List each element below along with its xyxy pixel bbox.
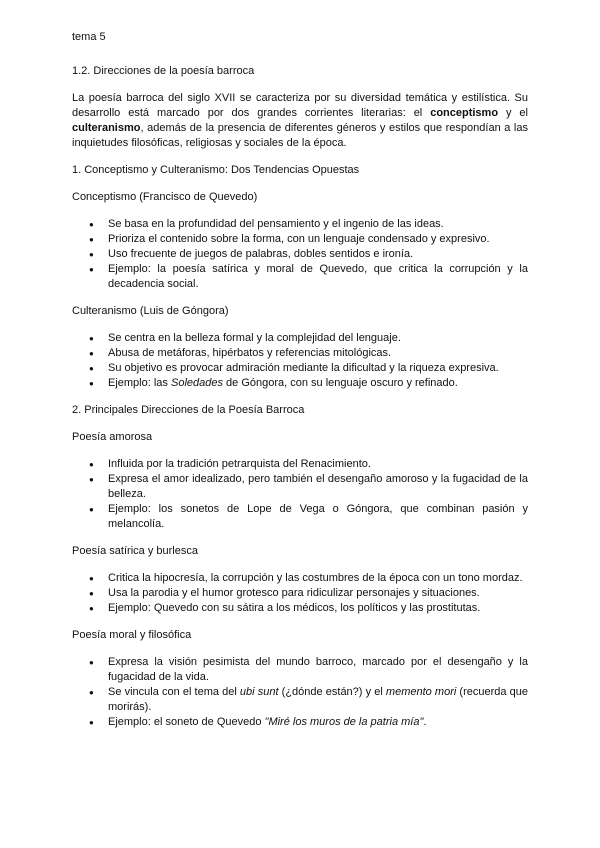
list-item: ● Ejemplo: Quevedo con su sátira a los médicos, los políticos y las prostitutas. <box>72 601 528 616</box>
intro-text-2: y el <box>498 107 528 119</box>
intro-bold-conceptismo: conceptismo <box>430 107 499 119</box>
item-text: (recuerda que morirás). <box>108 686 528 713</box>
document-page <box>72 30 528 742</box>
intro-bold-culteranismo: culteranismo <box>72 122 141 134</box>
conceptismo-title: Conceptismo (Francisco de Quevedo) <box>72 191 258 203</box>
list-item: ● Critica la hipocresía, la corrupción y las costumbres de la época con un tono mordaz. <box>72 571 528 586</box>
intro-text-1: La poesía barroca del siglo XVII se caracteriza por su diversidad temática y estilística. Su desarrollo está marcado por dos grandes corrientes literarias: el <box>72 92 528 119</box>
amorosa-list <box>72 457 528 532</box>
amorosa-title: Poesía amorosa <box>72 431 153 443</box>
list-item: ● Se basa en la profundidad del pensamiento y el ingenio de las ideas. <box>72 217 528 232</box>
list-item: ● Ejemplo: los sonetos de Lope de Vega o Góngora, que combinan pasión y melancolía. <box>72 502 528 532</box>
example-title-soledades: Soledades <box>170 377 223 389</box>
part2-title: 2. Principales Direcciones de la Poesía Barroca <box>72 404 305 416</box>
list-item <box>72 376 528 391</box>
culteranismo-title: Culteranismo (Luis de Góngora) <box>72 305 229 317</box>
intro-text-3: , además de la presencia de diferentes géneros y estilos que respondían a las inquietudes filosóficas, religiosas y sociales de la época. <box>72 122 528 149</box>
list-item: ● Uso frecuente de juegos de palabras, dobles sentidos e ironía. <box>72 247 528 262</box>
list-item: ● Se centra en la belleza formal y la complejidad del lenguaje. <box>72 331 528 346</box>
list-item: ● Prioriza el contenido sobre la forma, con un lenguaje condensado y expresivo. <box>72 232 528 247</box>
moral-list <box>72 655 528 730</box>
list-item: ● Ejemplo: la poesía satírica y moral de Quevedo, que critica la corrupción y la decadencia social. <box>72 262 528 292</box>
item-text: (¿dónde están?) y el <box>278 686 386 698</box>
moral-title: Poesía moral y filosófica <box>72 629 192 641</box>
example-text-post: de Góngora, con su lenguaje oscuro y refinado. <box>222 377 458 389</box>
culteranismo-list <box>72 331 528 391</box>
list-item: ● Influida por la tradición petrarquista del Renacimiento. <box>72 457 528 472</box>
part1-title: 1. Conceptismo y Culteranismo: Dos Tendencias Opuestas <box>72 164 360 176</box>
sonnet-title: "Miré los muros de la patria mía" <box>264 716 424 728</box>
list-item: ● Usa la parodia y el humor grotesco para ridiculizar personajes y situaciones. <box>72 586 528 601</box>
item-text: . <box>423 716 427 728</box>
conceptismo-list <box>72 217 528 292</box>
list-item: ● Expresa el amor idealizado, pero también el desengaño amoroso y la fugacidad de la belleza. <box>72 472 528 502</box>
page-header: tema 5 <box>72 31 106 43</box>
list-item: ● Abusa de metáforas, hipérbatos y referencias mitológicas. <box>72 346 528 361</box>
list-item <box>72 715 528 730</box>
example-text-pre: Ejemplo: las <box>108 377 171 389</box>
list-item: ● Expresa la visión pesimista del mundo barroco, marcado por el desengaño y la fugacidad de la vida. <box>72 655 528 685</box>
latin-ubi-sunt: ubi sunt <box>239 686 279 698</box>
intro-paragraph <box>72 91 528 151</box>
list-item: ● Su objetivo es provocar admiración mediante la dificultad y la riqueza expresiva. <box>72 361 528 376</box>
item-text: Ejemplo: el soneto de Quevedo <box>108 716 265 728</box>
latin-memento-mori: memento mori <box>385 686 457 698</box>
item-text: Se vincula con el tema del <box>108 686 240 698</box>
satirica-title: Poesía satírica y burlesca <box>72 545 198 557</box>
list-item <box>72 685 528 715</box>
section-title: 1.2. Direcciones de la poesía barroca <box>72 65 255 77</box>
satirica-list <box>72 571 528 616</box>
